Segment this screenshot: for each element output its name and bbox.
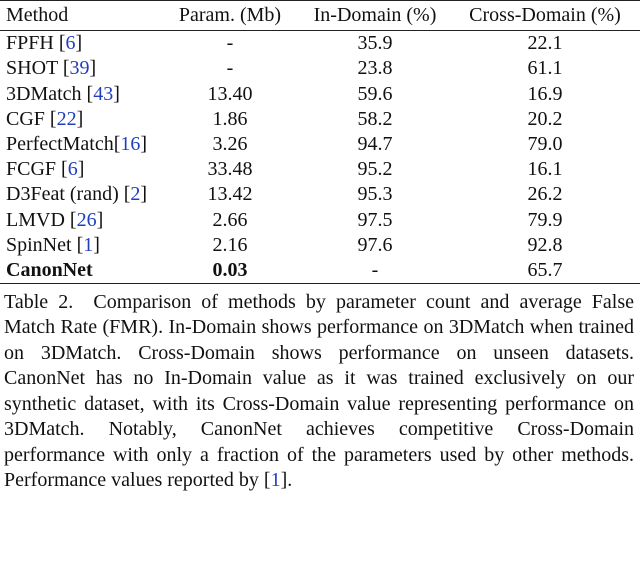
table-row <box>0 208 640 233</box>
method-cell: PerfectMatch[16] <box>6 133 148 156</box>
citation-link[interactable]: 1 <box>83 233 94 256</box>
table-body <box>0 31 640 284</box>
citation-link[interactable]: 22 <box>56 107 77 130</box>
param-cell: 33.48 <box>207 158 253 181</box>
table-header-row <box>0 1 640 31</box>
method-name: SpinNet <box>6 233 72 256</box>
method-name: D3Feat (rand) <box>6 183 119 206</box>
method-cell: FPFH [6] <box>6 32 83 55</box>
cross-domain-cell: 16.9 <box>527 82 563 105</box>
in-domain-cell: 58.2 <box>357 107 393 130</box>
cross-domain-cell: 61.1 <box>527 57 563 80</box>
caption-end: . <box>287 468 293 491</box>
table-row <box>0 31 640 57</box>
in-domain-cell: 95.3 <box>357 183 393 206</box>
in-domain-cell: 35.9 <box>357 32 393 55</box>
method-name: PerfectMatch <box>6 133 114 156</box>
param-cell: 13.40 <box>207 82 253 105</box>
in-domain-cell: 59.6 <box>357 82 393 105</box>
cross-domain-cell: 26.2 <box>527 183 563 206</box>
method-cell: LMVD [26] <box>6 208 104 231</box>
citation-link[interactable]: 26 <box>76 208 97 231</box>
cross-domain-cell: 79.9 <box>527 208 563 231</box>
table-row-highlight <box>0 258 640 284</box>
cross-domain-cell-canonnet: 65.7 <box>450 258 640 284</box>
in-domain-cell: 94.7 <box>357 133 393 156</box>
table-caption: Table 2. Comparison of methods by parameter count and average False Match Rate (FMR). In-Domain shows performance on 3DMatch when trained on 3DMatch. Cross-Domain shows performance on unseen datasets. CanonNet has no In-Domain value as it was trained exclusively on our synthetic dataset, with its Cross-Domain value representing performance on 3DMatch. Notably, CanonNet achieves competitive Cross-Domain performance with only a fraction of the parameters used by other methods. Performance values reported by [1]. <box>4 291 635 491</box>
in-domain-cell: 23.8 <box>357 57 393 80</box>
citation-link[interactable]: 43 <box>93 82 114 105</box>
param-cell: - <box>226 57 234 80</box>
table-row <box>0 56 640 81</box>
cross-domain-cell: 92.8 <box>527 233 563 256</box>
caption-label: Table 2. <box>4 291 74 314</box>
cross-domain-cell: 16.1 <box>527 158 563 181</box>
method-cell: SpinNet [1] <box>6 233 100 256</box>
citation-link[interactable]: 39 <box>69 57 90 80</box>
table-row <box>0 233 640 258</box>
table-row <box>0 182 640 207</box>
header-method: Method <box>0 1 160 31</box>
param-cell: 13.42 <box>207 183 253 206</box>
header-cross-domain: Cross-Domain (%) <box>450 1 640 31</box>
citation-link[interactable]: 2 <box>130 183 141 206</box>
header-param: Param. (Mb) <box>160 1 300 31</box>
in-domain-cell: 97.6 <box>357 233 393 256</box>
cross-domain-cell: 20.2 <box>527 107 563 130</box>
table-row <box>0 132 640 157</box>
param-cell: 2.16 <box>212 233 248 256</box>
cross-domain-cell: 79.0 <box>527 133 563 156</box>
table-row <box>0 157 640 182</box>
method-cell: 3DMatch [43] <box>6 82 120 105</box>
caption-text: Comparison of methods by parameter count and average False Match Rate (FMR). In-Domain shows performance on 3DMatch when trained on 3DMatch. Cross-Domain shows performance on unseen datasets. CanonNet has no In-Domain value as it was trained exclusively on our synthetic dataset, with its Cross-Domain value representing performance on 3DMatch. Notably, CanonNet achieves competitive Cross-Domain performance with only a fraction of the parameters used by other methods. Performance values reported by <box>4 291 635 491</box>
method-name: SHOT <box>6 57 58 80</box>
method-name: CGF <box>6 107 45 130</box>
method-name: 3DMatch <box>6 82 82 105</box>
method-cell: FCGF [6] <box>6 158 85 181</box>
results-table <box>0 0 640 284</box>
param-cell-canonnet: 0.03 <box>160 258 300 284</box>
header-in-domain: In-Domain (%) <box>300 1 450 31</box>
method-name: LMVD <box>6 208 65 231</box>
cross-domain-cell: 22.1 <box>527 32 563 55</box>
method-cell: D3Feat (rand) [2] <box>6 183 148 206</box>
param-cell: 3.26 <box>212 133 248 156</box>
in-domain-cell: 97.5 <box>357 208 393 231</box>
citation-link[interactable]: 6 <box>65 32 76 55</box>
param-cell: - <box>226 32 234 55</box>
method-name: FCGF <box>6 158 57 181</box>
in-domain-cell: 95.2 <box>357 158 393 181</box>
table-row <box>0 107 640 132</box>
method-cell: SHOT [39] <box>6 57 97 80</box>
param-cell: 2.66 <box>212 208 248 231</box>
method-cell: CGF [22] <box>6 107 84 130</box>
method-name-canonnet: CanonNet <box>0 258 160 284</box>
citation-link[interactable]: 6 <box>67 158 78 181</box>
in-domain-cell-canonnet: - <box>300 258 450 284</box>
citation-link[interactable]: 16 <box>120 133 141 156</box>
caption-citation-link[interactable]: 1 <box>270 468 281 491</box>
method-name: FPFH <box>6 32 54 55</box>
param-cell: 1.86 <box>212 107 248 130</box>
table-row <box>0 82 640 107</box>
